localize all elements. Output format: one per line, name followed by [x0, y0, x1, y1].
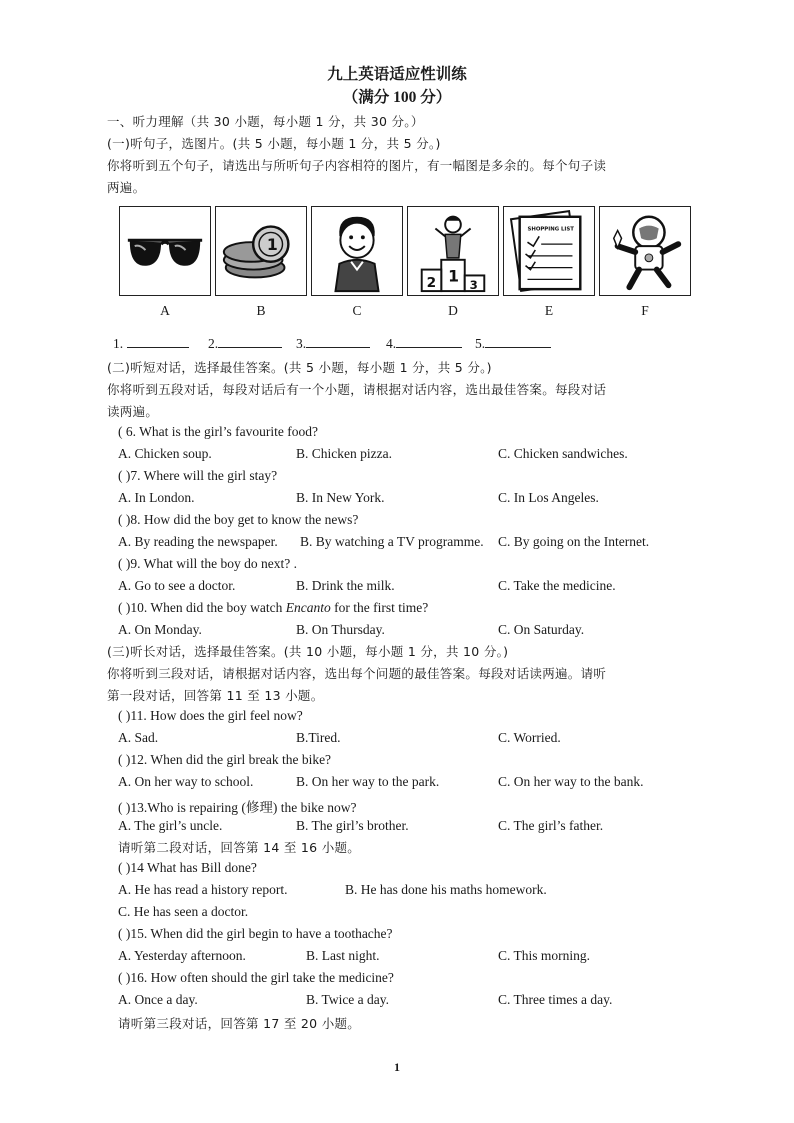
q14-option-c[interactable]: C. He has seen a doctor. [118, 904, 249, 919]
podium-icon [408, 207, 498, 295]
part2-heading: (二)听短对话，选择最佳答案。(共 5 小题，每小题 1 分，共 5 分。) [107, 360, 492, 375]
q8-option-c[interactable]: C. By going on the Internet. [498, 534, 650, 549]
answer-blank-2[interactable]: 2. [208, 335, 282, 352]
part3-instruction: 你将听到三段对话，请根据对话内容，选出每个问题的最佳答案。每段对话读两遍。请听 [107, 666, 607, 681]
q11-option-c[interactable]: C. Worried. [498, 730, 561, 745]
q8-option-b[interactable]: B. By watching a TV programme. [300, 534, 484, 549]
question-7: ( )7. Where will the girl stay? [118, 468, 278, 483]
picture-label-d: D [448, 303, 458, 318]
q14-option-b[interactable]: B. He has done his maths homework. [345, 882, 547, 897]
part3-instruction-cont: 第一段对话，回答第 11 至 13 小题。 [107, 688, 324, 703]
sunglasses-icon [120, 207, 210, 295]
question-10: ( )10. When did the boy watch Encanto for the first time? [118, 600, 429, 615]
question-6: ( 6. What is the girl’s favourite food? [118, 424, 318, 439]
film-title: Encanto [285, 600, 331, 615]
question-12: ( )12. When did the girl break the bike? [118, 752, 332, 767]
q9-option-a[interactable]: A. Go to see a doctor. [118, 578, 236, 593]
q7-option-a[interactable]: A. In London. [118, 490, 195, 505]
answer-blank-5[interactable]: 5. [475, 335, 551, 352]
q15-option-a[interactable]: A. Yesterday afternoon. [118, 948, 246, 963]
question-9: ( )9. What will the boy do next? . [118, 556, 297, 571]
shopping-list-heading: SHOPPING LIST [527, 226, 574, 233]
q15-option-c[interactable]: C. This morning. [498, 948, 591, 963]
q13-option-a[interactable]: A. The girl’s uncle. [118, 818, 223, 833]
part1-heading: (一)听句子，选图片。(共 5 小题，每小题 1 分，共 5 分。) [107, 136, 441, 151]
q7-option-c[interactable]: C. In Los Angeles. [498, 490, 599, 505]
svg-text:1: 1 [448, 266, 459, 286]
picture-label-e: E [544, 303, 554, 318]
question-14: ( )14 What has Bill done? [118, 860, 257, 875]
picture-a [119, 206, 211, 296]
q11-option-b[interactable]: B.Tired. [296, 730, 341, 745]
q6-option-c[interactable]: C. Chicken sandwiches. [498, 446, 628, 461]
exam-subtitle: （满分 100 分） [342, 89, 452, 106]
q13-option-c[interactable]: C. The girl’s father. [498, 818, 604, 833]
q11-option-a[interactable]: A. Sad. [118, 730, 159, 745]
part1-instruction-cont: 两遍。 [107, 180, 146, 195]
q10-option-c[interactable]: C. On Saturday. [498, 622, 585, 637]
q12-option-a[interactable]: A. On her way to school. [118, 774, 254, 789]
q6-option-a[interactable]: A. Chicken soup. [118, 446, 212, 461]
q10-option-a[interactable]: A. On Monday. [118, 622, 202, 637]
svg-text:1: 1 [266, 235, 278, 255]
q8-option-a[interactable]: A. By reading the newspaper. [118, 534, 278, 549]
q13-option-b[interactable]: B. The girl’s brother. [296, 818, 409, 833]
q12-option-c[interactable]: C. On her way to the bank. [498, 774, 644, 789]
picture-label-a: A [160, 303, 170, 318]
page-number: 1 [394, 1060, 400, 1074]
svg-text:2: 2 [426, 275, 437, 292]
section-heading: 一、听力理解（共 30 小题，每小题 1 分，共 30 分。） [107, 114, 424, 129]
dialogue-2-intro: 请听第二段对话，回答第 14 至 16 小题。 [118, 840, 361, 855]
q6-option-b[interactable]: B. Chicken pizza. [296, 446, 392, 461]
question-13: ( )13.Who is repairing (修理) the bike now? [118, 800, 357, 815]
exam-title: 九上英语适应性训练 [327, 66, 467, 83]
picture-label-b: B [256, 303, 266, 318]
q7-option-b[interactable]: B. In New York. [296, 490, 385, 505]
part2-instruction-cont: 读两遍。 [107, 404, 159, 419]
coins-icon [216, 207, 306, 295]
picture-d [407, 206, 499, 296]
boy-icon [312, 207, 402, 295]
q16-option-b[interactable]: B. Twice a day. [306, 992, 390, 1007]
q9-option-b[interactable]: B. Drink the milk. [296, 578, 395, 593]
q12-option-b[interactable]: B. On her way to the park. [296, 774, 440, 789]
dialogue-3-intro: 请听第三段对话，回答第 17 至 20 小题。 [118, 1016, 361, 1031]
part3-heading: (三)听长对话，选择最佳答案。(共 10 小题，每小题 1 分，共 10 分。) [107, 644, 509, 659]
q16-option-a[interactable]: A. Once a day. [118, 992, 198, 1007]
answer-blank-1[interactable]: 1. [113, 335, 189, 352]
picture-b [215, 206, 307, 296]
part1-instruction: 你将听到五个句子，请选出与所听句子内容相符的图片，有一幅图是多余的。每个句子读 [107, 158, 607, 173]
question-11: ( )11. How does the girl feel now? [118, 708, 303, 723]
q10-option-b[interactable]: B. On Thursday. [296, 622, 385, 637]
answer-blank-3[interactable]: 3. [296, 335, 370, 352]
q16-option-c[interactable]: C. Three times a day. [498, 992, 613, 1007]
question-8: ( )8. How did the boy get to know the news? [118, 512, 359, 527]
astronaut-icon [600, 207, 690, 295]
picture-f [599, 206, 691, 296]
answer-blank-4[interactable]: 4. [386, 335, 462, 352]
picture-label-c: C [352, 303, 362, 318]
q14-option-a[interactable]: A. He has read a history report. [118, 882, 288, 897]
part2-instruction: 你将听到五段对话，每段对话后有一个小题，请根据对话内容，选出最佳答案。每段对话 [107, 382, 607, 397]
picture-c [311, 206, 403, 296]
picture-e [503, 206, 595, 296]
q15-option-b[interactable]: B. Last night. [306, 948, 380, 963]
svg-text:3: 3 [469, 278, 478, 293]
shopping-list-icon [504, 207, 594, 295]
question-16: ( )16. How often should the girl take the medicine? [118, 970, 394, 985]
question-15: ( )15. When did the girl begin to have a toothache? [118, 926, 393, 941]
picture-label-f: F [641, 303, 649, 318]
q9-option-c[interactable]: C. Take the medicine. [498, 578, 616, 593]
